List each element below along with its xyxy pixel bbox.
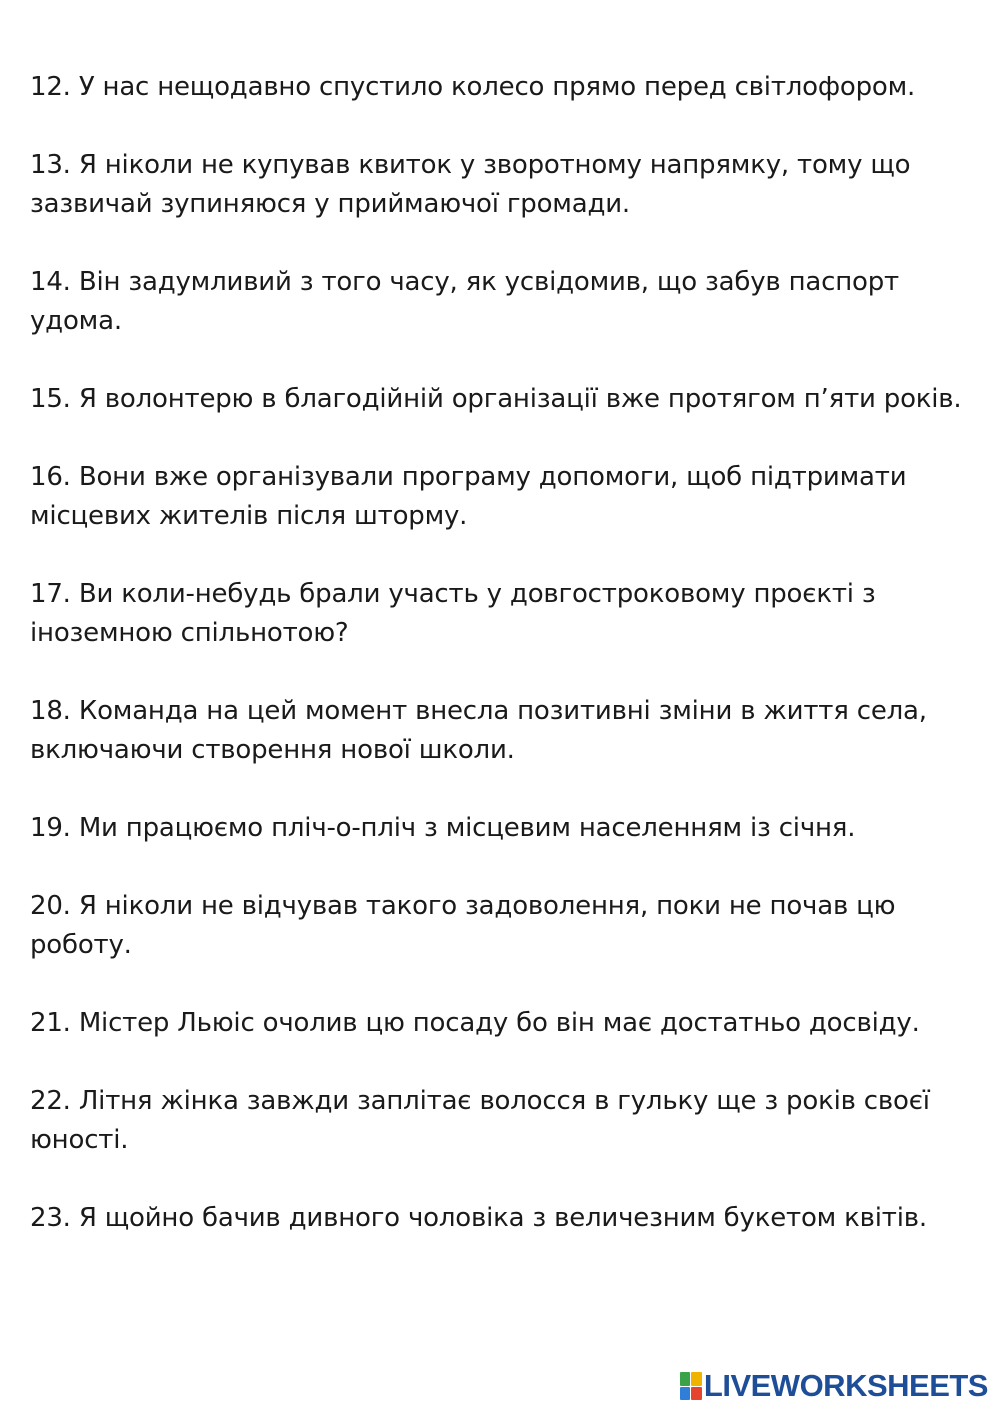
logo-mark-v [680, 1387, 691, 1401]
sentence-15: 15. Я волонтерю в благодійній організації вже протягом п’яти років. [30, 384, 962, 414]
sentence-18: 18. Команда на цей момент внесла позитивні зміни в життя села, включаючи створення нової школи. [30, 696, 927, 765]
sentence-21: 21. Містер Льюіс очолив цю посаду бо він має достатньо досвіду. [30, 1008, 920, 1038]
sentence-20: 20. Я ніколи не відчував такого задоволення, поки не почав цю роботу. [30, 891, 896, 960]
sentence-17: 17. Ви коли-небудь брали участь у довгостроковому проєкті з іноземною спільнотою? [30, 579, 876, 648]
logo-text: LIVEWORKSHEETS [703, 1368, 988, 1403]
sentence-13: 13. Я ніколи не купував квиток у зворотному напрямку, тому що зазвичай зупиняюся у приймаючої громади. [30, 150, 911, 219]
logo-mark-i [691, 1372, 702, 1386]
sentence-list [30, 68, 975, 1277]
liveworksheets-logo [680, 1368, 988, 1404]
sentence-19: 19. Ми працюємо пліч-о-пліч з місцевим населенням із січня. [30, 813, 856, 843]
sentence-14: 14. Він задумливий з того часу, як усвідомив, що забув паспорт удома. [30, 267, 899, 336]
sentence-22: 22. Літня жінка завжди заплітає волосся в гульку ще з років своєї юності. [30, 1086, 930, 1155]
logo-mark-e [691, 1387, 702, 1401]
sentence-23: 23. Я щойно бачив дивного чоловіка з величезним букетом квітів. [30, 1203, 927, 1233]
logo-mark-l [680, 1372, 691, 1386]
sentence-12: 12. У нас нещодавно спустило колесо прямо перед світлофором. [30, 72, 916, 102]
logo-mark-icon [680, 1372, 702, 1400]
sentence-16: 16. Вони вже організували програму допомоги, щоб підтримати місцевих жителів після шторму. [30, 462, 907, 531]
